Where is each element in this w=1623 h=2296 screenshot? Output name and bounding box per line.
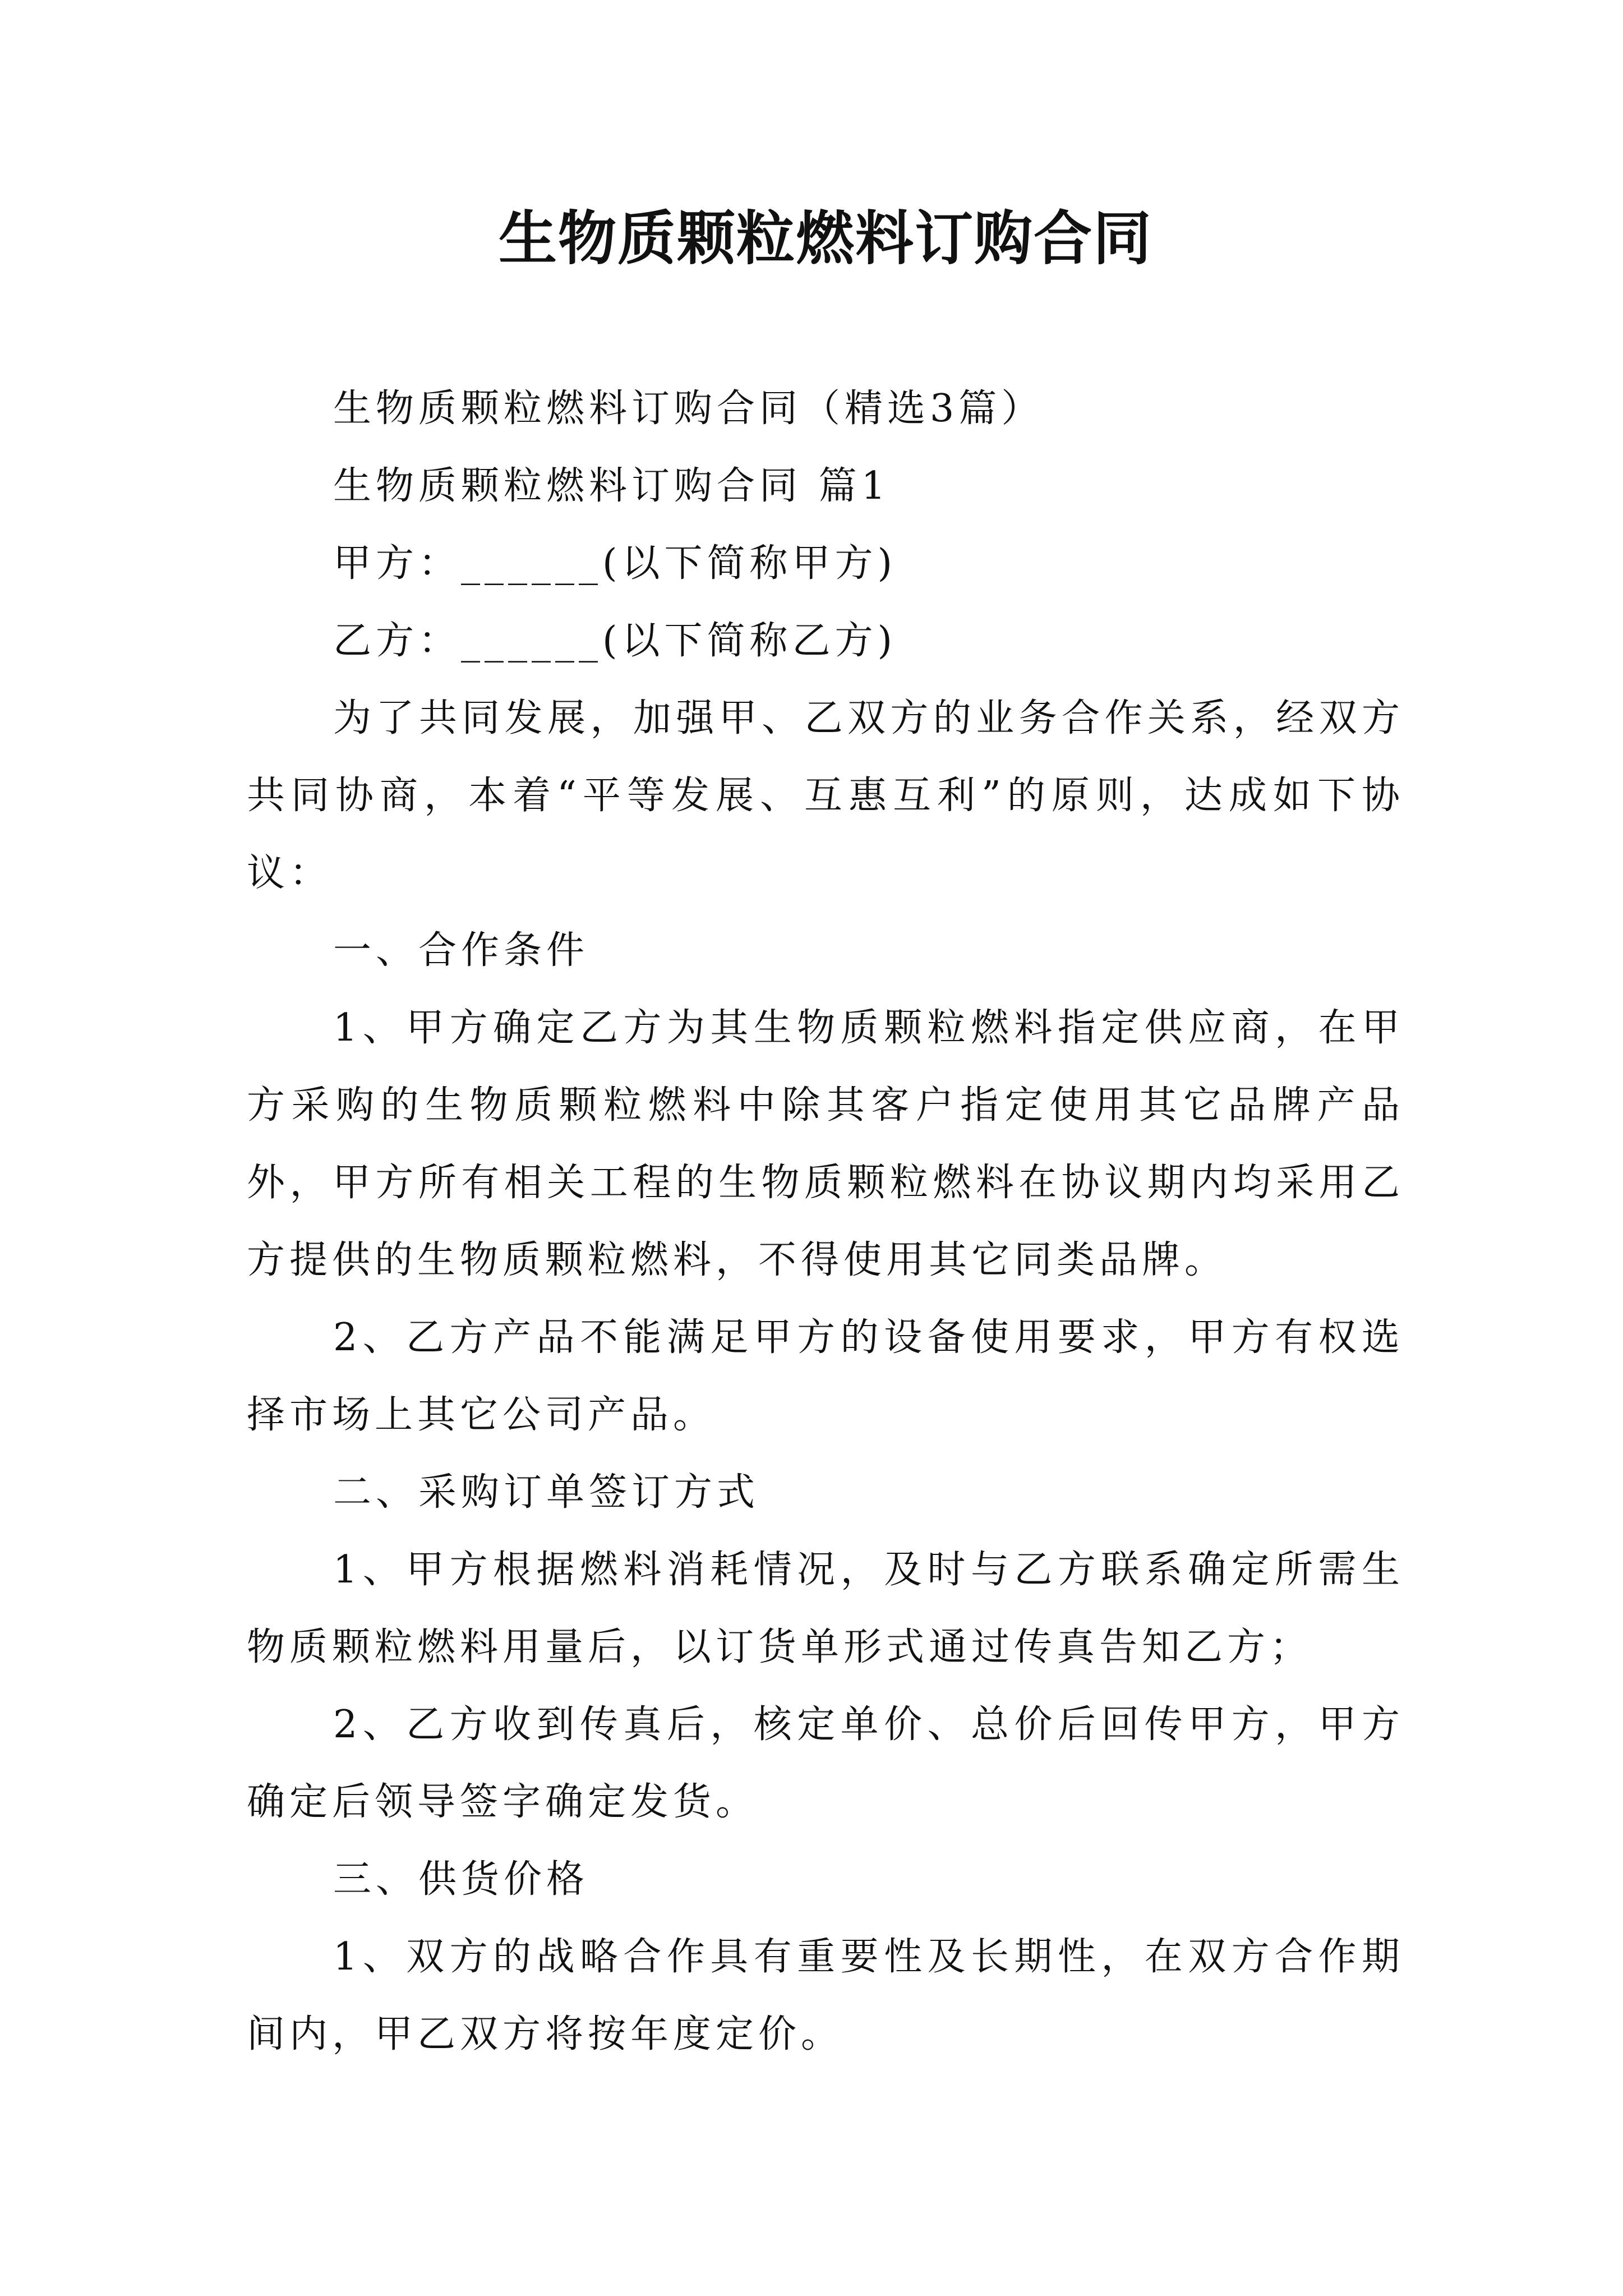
clause-1-1: 1、甲方确定乙方为其生物质颗粒燃料指定供应商，在甲方采购的生物质颗粒燃料中除其客户指定使用其它品牌产品外，甲方所有相关工程的生物质颗粒燃料在协议期内均采用乙方提供的生物质颗粒燃料，不得使用其它同类品牌。 xyxy=(247,1006,1404,1282)
heading-order-method: 二、采购订单签订方式 xyxy=(333,1470,760,1515)
paragraph-collection-title: 生物质颗粒燃料订购合同（精选3篇） xyxy=(333,386,1044,431)
clause-1-2: 2、乙方产品不能满足甲方的设备使用要求，甲方有权选择市场上其它公司产品。 xyxy=(247,1315,1404,1437)
party-b-suffix: (以下简称乙方) xyxy=(602,619,897,663)
paragraph-preamble: 为了共同发展，加强甲、乙双方的业务合作关系，经双方共同协商，本着“平等发展、互惠互利”的原则，达成如下协议： xyxy=(247,696,1404,895)
heading-cooperation-conditions: 一、合作条件 xyxy=(333,928,589,973)
party-b-label: 乙方： xyxy=(333,619,462,663)
party-b-line xyxy=(247,602,1404,680)
document-body xyxy=(247,370,1404,2073)
party-a-line xyxy=(247,525,1404,602)
party-a-label: 甲方： xyxy=(333,541,462,586)
paragraph-section-title: 生物质颗粒燃料订购合同 篇1 xyxy=(333,464,890,508)
clause-2-1: 1、甲方根据燃料消耗情况，及时与乙方联系确定所需生物质颗粒燃料用量后，以订货单形式通过传真告知乙方； xyxy=(247,1548,1404,1669)
party-a-blank: ______ xyxy=(461,541,603,586)
document-title: 生物质颗粒燃料订购合同 xyxy=(498,204,1152,273)
party-b-blank: ______ xyxy=(461,619,603,663)
party-a-suffix: (以下简称甲方) xyxy=(602,541,897,586)
clause-3-1: 1、双方的战略合作具有重要性及长期性，在双方合作期间内，甲乙双方将按年度定价。 xyxy=(247,1935,1404,2056)
clause-2-2: 2、乙方收到传真后，核定单价、总价后回传甲方，甲方确定后领导签字确定发货。 xyxy=(247,1703,1404,1824)
heading-supply-price: 三、供货价格 xyxy=(333,1857,589,1902)
